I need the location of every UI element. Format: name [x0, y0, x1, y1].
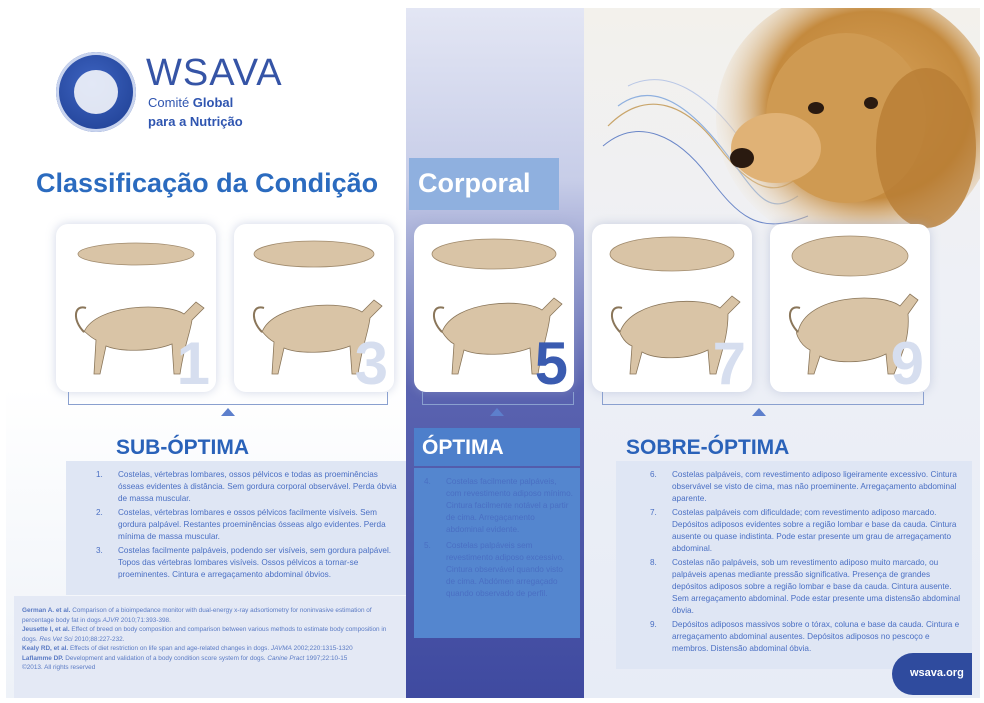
- item-number: 8.: [650, 558, 657, 567]
- reference-text: Effect of breed on body composition and comparison between various methods to estimate body composition in dogs.: [22, 626, 387, 643]
- item-text: Costelas facilmente palpáveis, com revestimento adiposo mínimo. Cintura facilmente notável a partir de cima. Arregaçamento abdominal evidente.: [446, 477, 573, 534]
- bracket-sobre: [602, 392, 924, 405]
- reference-author: Laflamme DP.: [22, 654, 64, 662]
- references: [14, 596, 406, 698]
- score-number: 9: [890, 330, 924, 392]
- reference-journal: Canine Pract: [267, 654, 305, 662]
- item-number: 7.: [650, 508, 657, 517]
- panel-sobre-optima: [616, 461, 972, 669]
- footer-url[interactable]: wsava.org: [910, 667, 964, 679]
- copyright: ©2013. All rights reserved: [22, 664, 96, 671]
- reference-journal: Res Vet Sci: [39, 635, 73, 643]
- item-number: 9.: [650, 620, 657, 629]
- score-card-7: [592, 224, 752, 392]
- reference-journal: AJVR: [102, 616, 119, 624]
- panel-sub-optima: [66, 461, 406, 595]
- page-title: Classificação da Condição: [36, 168, 379, 198]
- list-item: [650, 619, 962, 655]
- score-number: 5: [534, 330, 568, 392]
- heading-sobre-optima: SOBRE-ÓPTIMA: [626, 436, 790, 459]
- list-item: [96, 545, 398, 581]
- score-card-3: [234, 224, 394, 392]
- item-text: Costelas facilmente palpáveis, podendo ser visíveis, sem gordura palpável. Topos das vértebras lombares visíveis. Ossos pélvicos a tornar-se proeminentes. Cintura e arregaçamento abdominal óbvios.: [118, 546, 392, 579]
- reference: [14, 596, 406, 625]
- brand-subtitle-prefix: Comité: [148, 95, 193, 110]
- page-title-right: Corporal: [418, 168, 531, 198]
- reference-text: Development and validation of a body condition score system for dogs.: [63, 654, 268, 662]
- arrow-sobre-icon: [752, 408, 766, 416]
- item-text: Costelas palpáveis sem revestimento adiposo excessivo. Cintura observável quando visto de cima. Abdómen arregaçado quando observado de perfil.: [446, 541, 565, 598]
- reference-author: Kealy RD, et al.: [22, 645, 69, 652]
- score-card-9: [770, 224, 930, 392]
- list-item: [650, 469, 962, 505]
- panel-optima: [414, 468, 580, 638]
- wsava-logo: [56, 52, 136, 132]
- bracket-opt: [422, 392, 574, 405]
- item-number: 2.: [96, 508, 103, 517]
- item-text: Costelas palpáveis, com revestimento adiposo ligeiramente excessivo. Cintura observável se visto de cima, mas não proeminente. Arregaçamento abdominal aparente.: [672, 470, 957, 503]
- brand-name: WSAVA: [146, 52, 283, 94]
- item-number: 3.: [96, 546, 103, 555]
- reference-tail: 2010;88:227-232.: [72, 635, 125, 643]
- bracket-sub: [68, 392, 388, 405]
- reference-author: German A. et al.: [22, 607, 71, 614]
- reference-author: Jeusette I, et al.: [22, 626, 70, 633]
- dog-photo: [696, 8, 980, 258]
- score-card-1: [56, 224, 216, 392]
- reference-journal: JAVMA: [270, 645, 292, 652]
- brand-subtitle: [148, 95, 233, 110]
- brand-subtitle-line2: para a Nutrição: [148, 114, 243, 129]
- list-item: [96, 507, 398, 543]
- heading-optima: ÓPTIMA: [422, 436, 504, 459]
- score-number: 1: [176, 330, 210, 392]
- item-number: 4.: [424, 477, 431, 486]
- list-item: [650, 557, 962, 617]
- heading-sub-optima: SUB-ÓPTIMA: [116, 436, 249, 459]
- reference: [14, 644, 406, 654]
- reference: [14, 625, 406, 644]
- reference-tail: 1997;22:10-15: [304, 654, 348, 662]
- list-item: [650, 507, 962, 555]
- list-item: [96, 469, 398, 505]
- item-number: 1.: [96, 470, 103, 479]
- item-number: 6.: [650, 470, 657, 479]
- score-number: 7: [712, 330, 746, 392]
- score-card-5: [414, 224, 574, 392]
- reference: [14, 654, 406, 664]
- score-number: 3: [354, 330, 388, 392]
- reference-text: Effects of diet restriction on life span and age-related changes in dogs.: [68, 645, 271, 652]
- reference-tail: 2010;71:393-398.: [119, 616, 171, 624]
- item-text: Costelas, vértebras lombares e ossos pélvicos facilmente visíveis. Sem gordura palpável. Restantes proeminências ósseas algo evidentes. Perda mínima de massa muscular.: [118, 508, 386, 541]
- item-text: Costelas palpáveis com dificuldade; com revestimento adiposo marcado. Depósitos adiposos evidentes sobre a região lombar e base da cauda. Cintura ausente ou quase indistinta. Pode estar presente um grau de arregaçamento abdominal.: [672, 508, 957, 553]
- list-item: [424, 540, 574, 600]
- brand-subtitle-bold: Global: [192, 95, 234, 110]
- arrow-sub-icon: [221, 408, 235, 416]
- list-item: [424, 476, 574, 536]
- reference-text: Comparison of a bioimpedance monitor with dual-energy x-ray adsortiometry for noninvasive estimation of percentage body fat in dogs: [22, 607, 372, 624]
- arrow-opt-icon: [490, 408, 504, 416]
- item-text: Costelas, vértebras lombares, ossos pélvicos e todas as proeminências ósseas evidentes à distância. Sem gordura corporal observável. Perda óbvia de massa muscular.: [118, 470, 397, 503]
- item-text: Costelas não palpáveis, sob um revestimento adiposo muito marcado, ou palpáveis apenas mediante pressão significativa. Presença de grandes depósitos adiposos sobre a região lombar e base da cauda. Cintura ausente. Sem arregaçamento abdominal. Pode estar presente uma distensão abdominal óbvia.: [672, 558, 961, 615]
- item-number: 5.: [424, 541, 431, 550]
- footer-url-badge[interactable]: [892, 653, 972, 695]
- item-text: Depósitos adiposos massivos sobre o tórax, coluna e base da cauda. Cintura e arregaçamento abdominal ausentes. Depósitos adiposos no pescoço e membros. Distensão abdominal óbvia.: [672, 620, 960, 653]
- reference-tail: 2002;220:1315-1320: [291, 645, 353, 652]
- poster: [6, 8, 980, 698]
